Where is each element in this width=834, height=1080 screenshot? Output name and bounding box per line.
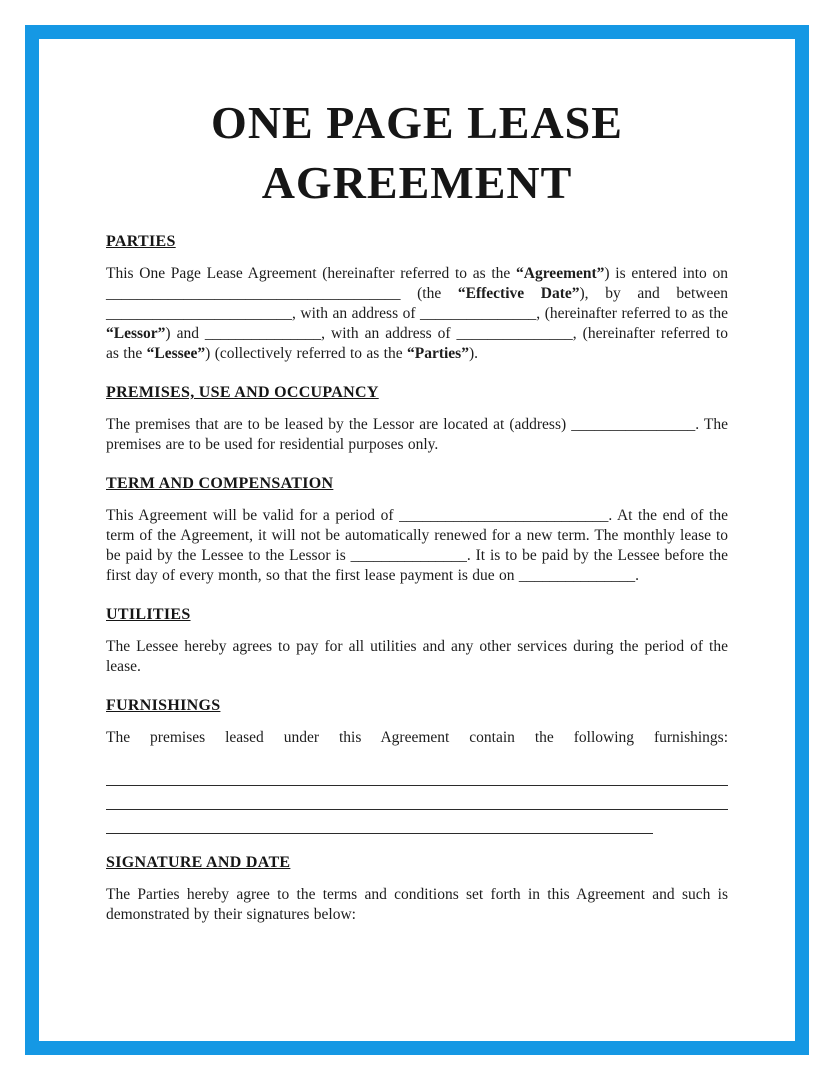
section-utilities [106,605,728,677]
term-paragraph: This Agreement will be valid for a period of ___________________________. At the end of the term of the Agreement, it will not be automatically renewed for a new term. The monthly lease to be paid by the Lessee to the Lessor is _______________. It is to be paid by the Lessee before the first day of every month, so that the first lease payment is due on _______________. [106,507,728,584]
document-title [106,93,728,213]
section-heading-term: TERM AND COMPENSATION [106,475,334,492]
section-term [106,474,728,586]
document-title-line1: ONE PAGE LEASE [211,97,623,148]
section-premises [106,383,728,455]
parties-paragraph: This One Page Lease Agreement (hereinafter referred to as the “Agreement”) is entered into on ______________________________________ (the “Effective Date”), by and between ________________________, with an address of _______________, (hereinafter referred to as the “Lessor”) and _______________, with an address of _______________, (hereinafter referred to as the “Lessee”) (collectively referred to as the “Parties”). [106,265,728,362]
blank-line [106,810,653,834]
section-heading-utilities: UTILITIES [106,606,191,623]
signature-paragraph: The Parties hereby agree to the terms and conditions set forth in this Agreement and such is demonstrated by their signatures below: [106,886,728,923]
lease-document [39,39,795,1041]
page-border-frame [25,25,809,1055]
section-parties [106,232,728,364]
section-heading-parties: PARTIES [106,233,176,250]
premises-paragraph: The premises that are to be leased by the Lessor are located at (address) ________________. The premises are to be used for residential purposes only. [106,416,728,453]
section-signature [106,853,728,925]
furnishings-paragraph: The premises leased under this Agreement contain the following furnishings: [106,729,728,746]
utilities-paragraph: The Lessee hereby agrees to pay for all utilities and any other services during the period of the lease. [106,638,728,675]
section-heading-furnishings: FURNISHINGS [106,697,221,714]
section-heading-premises: PREMISES, USE AND OCCUPANCY [106,384,379,401]
blank-line [106,786,728,810]
section-heading-signature: SIGNATURE AND DATE [106,854,291,871]
document-title-line2: AGREEMENT [261,157,573,208]
blank-line [106,762,728,786]
section-furnishings [106,696,728,834]
furnishings-blank-lines [106,762,728,834]
